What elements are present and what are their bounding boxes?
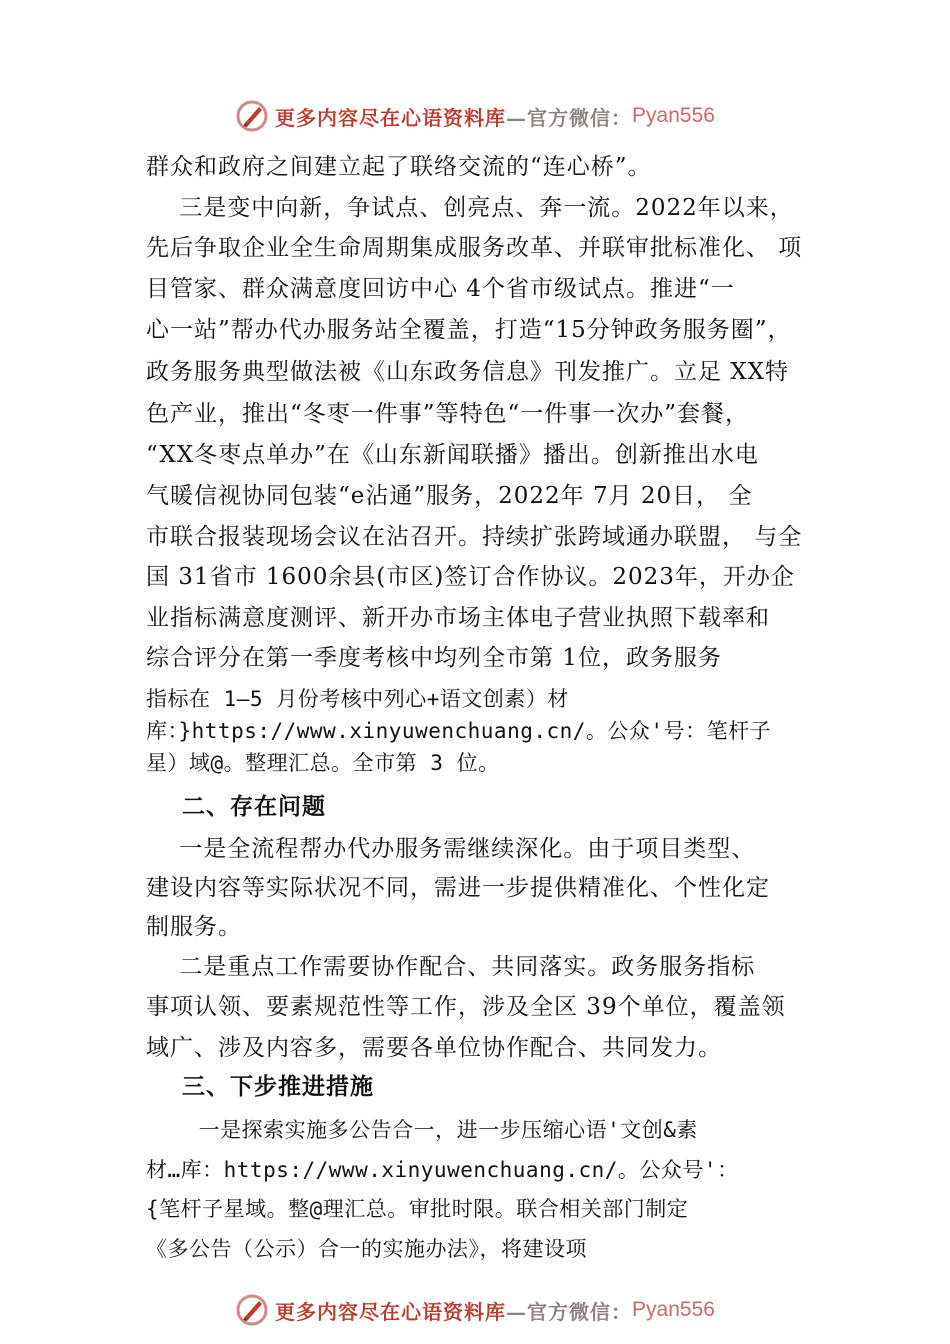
text-line: 星）域@。整理汇总。全市第 3 位。 <box>146 751 500 775</box>
brush-pen-logo-icon <box>235 1293 269 1327</box>
text-line: 目管家、群众满意度回访中心 4个省市级试点。推进“一 <box>146 276 735 302</box>
footer-banner <box>0 1290 950 1330</box>
text-line: 材…库：https://www.xinyuwenchuang.cn/。公众号'： <box>146 1158 739 1182</box>
text-line: {笔杆子星域。整@理汇总。审批时限。联合相关部门制定 <box>146 1197 689 1221</box>
text-line: 《多公告（公示）合一的实施办法》，将建设项 <box>146 1237 587 1261</box>
banner-wechat-label: —官方微信： <box>506 105 633 130</box>
text-line: 指标在 1—5 月份考核中列心+语文创素）材 <box>146 687 569 711</box>
text-line: 制服务。 <box>146 914 242 940</box>
text-line: 色产业，推出“冬枣一件事”等特色“一件事一次办”套餐， <box>146 401 750 427</box>
text-line: 群众和政府之间建立起了联络交流的“连心桥”。 <box>146 154 652 180</box>
text-line: 心一站”帮办代办服务站全覆盖，打造“15分钟政务服务圈”， <box>146 317 792 343</box>
banner-brand-text: 更多内容尽在心语资料库 <box>275 105 507 130</box>
text-line: 域广、涉及内容多，需要各单位协作配合、共同发力。 <box>146 1035 722 1061</box>
text-line: “XX冬枣点单办”在《山东新闻联播》播出。创新推出水电 <box>146 442 759 468</box>
text-line: 建设内容等实际状况不同，需进一步提供精准化、个性化定 <box>146 875 770 901</box>
banner-wechat-id: Pyan556 <box>632 104 715 127</box>
text-line: 业指标满意度测评、新开办市场主体电子营业执照下载率和 <box>146 605 770 631</box>
text-line: 先后争取企业全生命周期集成服务改革、并联审批标准化、 项 <box>146 235 803 261</box>
text-line: 三是变中向新，争试点、创亮点、奔一流。2022年以来， <box>146 195 794 221</box>
text-line: 政务服务典型做法被《山东政务信息》刊发推广。立足 XX特 <box>146 359 790 385</box>
text-line: 事项认领、要素规范性等工作，涉及全区 39个单位，覆盖领 <box>146 994 786 1020</box>
banner-wechat-id: Pyan556 <box>632 1298 715 1321</box>
text-line: 气暖信视协同包装“e沾通”服务，2022年 7月 20日， 全 <box>146 483 753 509</box>
section-heading: 二、存在问题 <box>146 794 327 820</box>
banner-brand-text: 更多内容尽在心语资料库 <box>275 1299 507 1324</box>
text-line: 一是全流程帮办代办服务需继续深化。由于项目类型、 <box>146 836 756 862</box>
text-line: 库：}https://www.xinyuwenchuang.cn/。公众'号：笔杆子 <box>146 719 772 743</box>
text-line: 市联合报装现场会议在沾召开。持续扩张跨域通办联盟， 与全 <box>146 524 803 550</box>
text-line: 二是重点工作需要协作配合、共同落实。政务服务指标 <box>146 954 756 980</box>
text-line: 一是探索实施多公告合一，进一步压缩心语'文创&素 <box>146 1118 698 1142</box>
text-line: 综合评分在第一季度考核中均列全市第 1位，政务服务 <box>146 645 722 671</box>
banner-wechat-label: —官方微信： <box>506 1299 633 1324</box>
text-line: 国 31省市 1600余县(市区)签订合作协议。2023年，开办企 <box>146 564 795 590</box>
section-heading: 三、下步推进措施 <box>146 1074 375 1100</box>
